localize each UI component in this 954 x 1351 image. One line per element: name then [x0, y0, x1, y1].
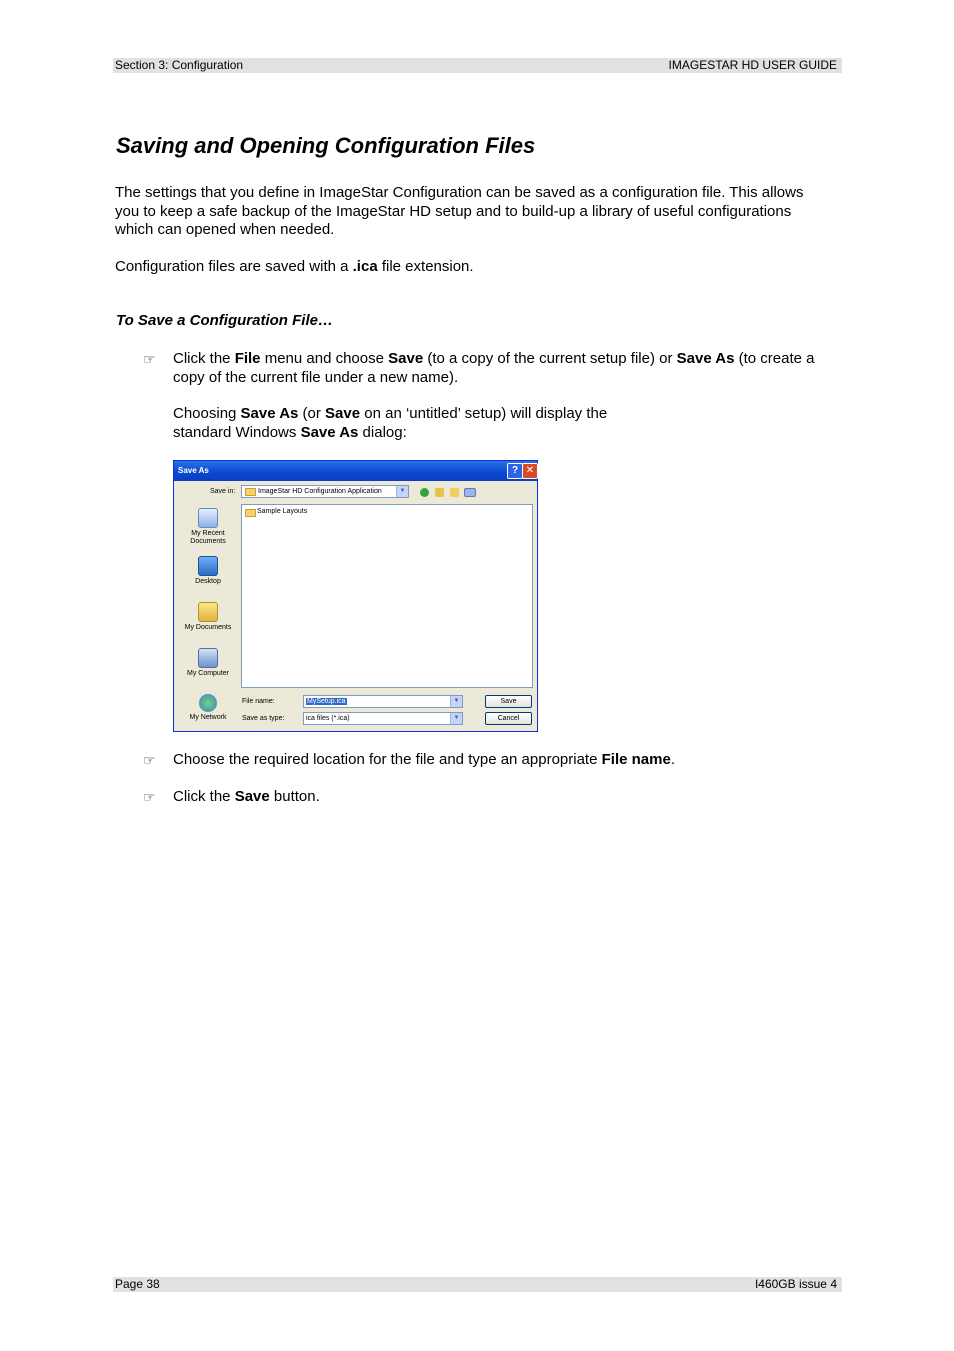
cancel-button[interactable]: Cancel: [485, 712, 532, 725]
my-documents-icon: [198, 602, 218, 622]
back-icon[interactable]: [420, 488, 429, 497]
save-in-label: Save in:: [210, 488, 236, 495]
save-type-value: ica files (*.ica): [306, 715, 350, 722]
chevron-down-icon[interactable]: ▼: [396, 486, 408, 497]
header-guide-title: IMAGESTAR HD USER GUIDE: [668, 58, 837, 72]
place-my-documents[interactable]: My Documents: [180, 602, 236, 632]
dialog-title: Save As: [178, 466, 209, 475]
ext-text-pre: Configuration files are saved with a: [115, 258, 353, 275]
pointing-hand-icon: ☞: [143, 752, 156, 768]
place-my-network[interactable]: My Network: [180, 694, 236, 722]
place-my-computer[interactable]: My Computer: [180, 648, 236, 678]
save-button[interactable]: Save: [485, 695, 532, 708]
place-desktop[interactable]: Desktop: [180, 556, 236, 586]
folder-icon: [245, 509, 256, 517]
my-network-icon: [199, 694, 217, 712]
save-type-label: Save as type:: [242, 715, 285, 722]
help-icon[interactable]: ?: [507, 463, 523, 479]
save-subheading: To Save a Configuration File…: [116, 312, 333, 329]
pointing-hand-icon: ☞: [143, 789, 156, 805]
document-issue: I460GB issue 4: [754, 1277, 837, 1291]
chevron-down-icon[interactable]: ▼: [450, 696, 462, 707]
page-title: Saving and Opening Configuration Files: [116, 133, 536, 158]
step-2-text: Choose the required location for the file and type an appropriate File name.: [173, 751, 675, 768]
save-in-dropdown[interactable]: [241, 485, 409, 498]
desktop-icon: [198, 556, 218, 576]
file-name-label: File name:: [242, 698, 275, 705]
page-footer: [113, 1277, 842, 1292]
ext-text-post: file extension.: [377, 258, 474, 275]
step-1-text: Click the File menu and choose Save (to a copy of the current setup file) or Save As (to create a copy of the current file under a new name).: [173, 350, 815, 386]
chevron-down-icon[interactable]: ▼: [450, 713, 462, 724]
header-section: Section 3: Configuration: [115, 58, 244, 72]
save-in-value: ImageStar HD Configuration Application: [258, 488, 382, 495]
step-3-text: Click the Save button.: [173, 788, 320, 805]
intro-paragraph: The settings that you define in ImageStar Configuration can be saved as a configuration file. This allows you to keep a safe backup of the ImageStar HD setup and to build-up a library of useful configurations which can opened when needed.: [115, 184, 804, 238]
place-recent-documents[interactable]: My Recent Documents: [180, 508, 236, 546]
save-type-select[interactable]: [303, 712, 463, 725]
page-number: Page 38: [115, 1277, 160, 1291]
dialog-titlebar: [174, 461, 537, 481]
views-menu-icon[interactable]: [464, 488, 476, 497]
up-folder-icon[interactable]: [435, 488, 444, 497]
pointing-hand-icon: ☞: [143, 351, 156, 367]
file-list[interactable]: Sample Layouts: [241, 504, 533, 688]
close-icon[interactable]: ✕: [522, 463, 538, 479]
file-name-input[interactable]: [303, 695, 463, 708]
extension-paragraph: [115, 258, 815, 277]
my-computer-icon: [198, 648, 218, 668]
new-folder-icon[interactable]: [450, 488, 459, 497]
recent-documents-icon: [198, 508, 218, 528]
ext-text-bold: .ica: [352, 258, 378, 275]
save-as-dialog: [173, 460, 538, 732]
step-1b-text: Choosing Save As (or Save on an ‘untitled’ setup) will display the standard Windows Save As dialog:: [173, 405, 608, 441]
page-header: [113, 58, 842, 73]
folder-icon: [245, 488, 256, 496]
file-name-value: MySetup.ica: [307, 698, 346, 705]
places-bar: [180, 503, 236, 729]
